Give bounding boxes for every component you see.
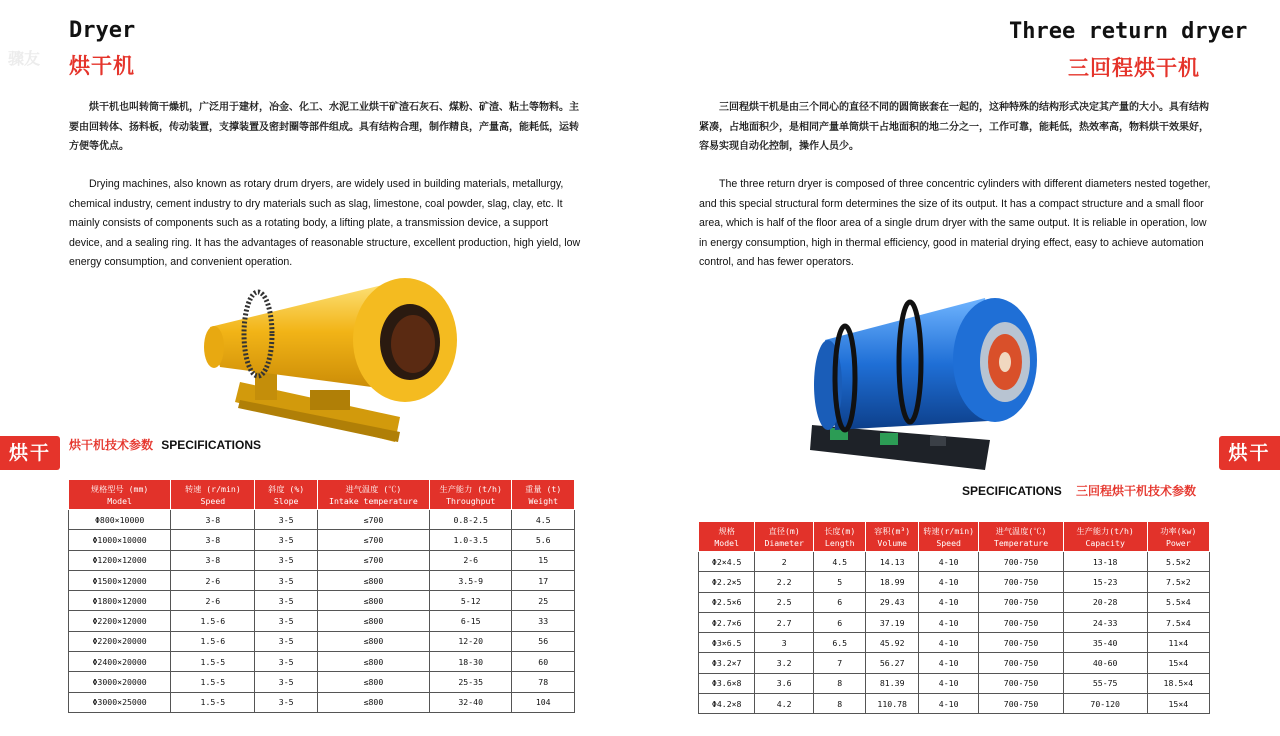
table-cell: 700-750 [979, 633, 1063, 653]
table-row [69, 652, 575, 672]
table-cell: ≤800 [317, 652, 429, 672]
right-th-diameter: 直径(m) Diameter [755, 522, 814, 552]
table-row [69, 591, 575, 611]
table-cell: 35-40 [1063, 633, 1147, 653]
left-th-speed: 转速 (r/min) Speed [171, 480, 255, 510]
table-cell: 3.6 [755, 673, 814, 693]
table-cell: Φ2.2×5 [699, 572, 755, 592]
table-cell: ≤800 [317, 692, 429, 712]
table-cell: ≤700 [317, 510, 429, 530]
table-cell: 25-35 [429, 672, 511, 692]
table-cell: 70-120 [1063, 694, 1147, 714]
table-cell: 2.2 [755, 572, 814, 592]
right-th-temperature: 进气温度(℃) Temperature [979, 522, 1063, 552]
table-cell: 2 [755, 552, 814, 572]
table-cell: 1.5-5 [171, 652, 255, 672]
table-cell: 15-23 [1063, 572, 1147, 592]
table-row [699, 612, 1210, 632]
table-cell: 3.5-9 [429, 570, 511, 590]
table-cell: 56.27 [866, 653, 918, 673]
table-cell: Φ3.2×7 [699, 653, 755, 673]
table-cell: 60 [512, 652, 575, 672]
table-cell: 5-12 [429, 591, 511, 611]
table-cell: 6.5 [813, 633, 865, 653]
table-cell: ≤700 [317, 530, 429, 550]
table-cell: 700-750 [979, 612, 1063, 632]
table-row [699, 592, 1210, 612]
table-cell: Φ3000×20000 [69, 672, 171, 692]
table-cell: 4-10 [918, 572, 978, 592]
right-th-power: 功率(kw) Power [1147, 522, 1209, 552]
table-cell: 3-8 [171, 550, 255, 570]
table-cell: ≤800 [317, 672, 429, 692]
table-cell: 3-5 [255, 530, 317, 550]
table-cell: 5 [813, 572, 865, 592]
table-cell: 2.5 [755, 592, 814, 612]
right-title-cn: 三回程烘干机 [1068, 56, 1200, 80]
table-cell: ≤800 [317, 570, 429, 590]
right-th-speed: 转速(r/min) Speed [918, 522, 978, 552]
table-cell: 110.78 [866, 694, 918, 714]
table-row [699, 552, 1210, 572]
right-spec-table [698, 521, 1210, 714]
right-title-en: Three return dryer [1009, 19, 1248, 44]
table-cell: Φ2200×20000 [69, 631, 171, 651]
table-row [69, 631, 575, 651]
left-spec-table [68, 479, 575, 713]
table-cell: 3-5 [255, 672, 317, 692]
table-cell: 700-750 [979, 653, 1063, 673]
table-cell: 1.5-6 [171, 631, 255, 651]
table-cell: Φ2.5×6 [699, 592, 755, 612]
table-cell: 37.19 [866, 612, 918, 632]
table-cell: 3-5 [255, 550, 317, 570]
left-title-en: Dryer [69, 18, 136, 43]
table-cell: Φ2400×20000 [69, 652, 171, 672]
table-cell: 0.8-2.5 [429, 510, 511, 530]
table-cell: 2.7 [755, 612, 814, 632]
table-cell: 700-750 [979, 572, 1063, 592]
table-cell: 15 [512, 550, 575, 570]
table-cell: 1.5-5 [171, 692, 255, 712]
three-return-dryer-image [800, 290, 1045, 475]
table-cell: Φ2×4.5 [699, 552, 755, 572]
table-cell: 1.0-3.5 [429, 530, 511, 550]
table-cell: 18.99 [866, 572, 918, 592]
left-th-weight: 重量 (t) Weight [512, 480, 575, 510]
table-cell: 104 [512, 692, 575, 712]
table-cell: 81.39 [866, 673, 918, 693]
table-row [699, 572, 1210, 592]
table-cell: Φ1500×12000 [69, 570, 171, 590]
right-th-volume: 容积(m³) Volume [866, 522, 918, 552]
left-spec-heading [69, 436, 261, 453]
table-cell: 25 [512, 591, 575, 611]
table-cell: 3 [755, 633, 814, 653]
left-paragraph-en: Drying machines, also known as rotary drum dryers, are widely used in building materials, metallurgy, chemical industry, cement industry to dry materials such as slag, limestone, coal powder, slag, clay, etc. It mainly consists of components such as a rotating body, a lifting plate, a transmission device, a support device, and a sealing ring. It has the advantages of reasonable structure, excellent production, high yield, low energy consumption, and convenient operation. [69, 178, 581, 268]
table-cell: ≤700 [317, 550, 429, 570]
table-cell: 29.43 [866, 592, 918, 612]
table-cell: Φ1000×10000 [69, 530, 171, 550]
table-cell: 4-10 [918, 612, 978, 632]
table-cell: 15×4 [1147, 694, 1209, 714]
table-cell: 5.6 [512, 530, 575, 550]
left-paragraph-cn: 烘干机也叫转筒干燥机，广泛用于建材，冶金、化工、水泥工业烘干矿渣石灰石、煤粉、矿渣、粘土等物料。主要由回转体、扬料板，传动装置，支撑装置及密封圈等部件组成。具有结构合理，制作精良，产量高，能耗低，运转方便等优点。 [69, 102, 579, 152]
table-cell: 18-30 [429, 652, 511, 672]
right-th-length: 长度(m) Length [813, 522, 865, 552]
table-cell: 700-750 [979, 673, 1063, 693]
rotary-dryer-image [200, 272, 465, 457]
table-cell: 6 [813, 612, 865, 632]
table-cell: 4-10 [918, 653, 978, 673]
table-row [699, 694, 1210, 714]
left-side-tab: 烘干 [0, 436, 60, 470]
table-cell: 3-8 [171, 510, 255, 530]
right-th-capacity: 生产能力(t/h) Capacity [1063, 522, 1147, 552]
right-spec-en: SPECIFICATIONS [962, 484, 1062, 498]
table-cell: 45.92 [866, 633, 918, 653]
table-cell: 4.5 [512, 510, 575, 530]
table-cell: 32-40 [429, 692, 511, 712]
table-cell: 4-10 [918, 694, 978, 714]
table-cell: 700-750 [979, 592, 1063, 612]
table-cell: 20-28 [1063, 592, 1147, 612]
table-cell: 3-5 [255, 631, 317, 651]
table-cell: 3.2 [755, 653, 814, 673]
table-cell: 3-8 [171, 530, 255, 550]
table-cell: 2-6 [171, 570, 255, 590]
table-cell: 2-6 [429, 550, 511, 570]
table-row [69, 692, 575, 712]
left-th-throughput: 生产能力 (t/h) Throughput [429, 480, 511, 510]
table-cell: 13-18 [1063, 552, 1147, 572]
left-th-slope: 斜度 (%) Slope [255, 480, 317, 510]
table-cell: Φ1800×12000 [69, 591, 171, 611]
left-spec-en: SPECIFICATIONS [161, 438, 261, 452]
table-cell: Φ3.6×8 [699, 673, 755, 693]
table-cell: 4-10 [918, 633, 978, 653]
table-cell: 6-15 [429, 611, 511, 631]
table-cell: 3-5 [255, 652, 317, 672]
table-cell: 8 [813, 673, 865, 693]
table-cell: 24-33 [1063, 612, 1147, 632]
right-spec-cn: 三回程烘干机技术参数 [1075, 484, 1196, 498]
table-row [699, 633, 1210, 653]
table-cell: 78 [512, 672, 575, 692]
table-cell: Φ1200×12000 [69, 550, 171, 570]
table-cell: 33 [512, 611, 575, 631]
table-cell: 3-5 [255, 570, 317, 590]
table-cell: Φ3×6.5 [699, 633, 755, 653]
right-th-model: 规格 Model [699, 522, 755, 552]
table-cell: Φ3000×25000 [69, 692, 171, 712]
table-cell: 7.5×2 [1147, 572, 1209, 592]
table-cell: 700-750 [979, 694, 1063, 714]
table-row [69, 530, 575, 550]
table-cell: 6 [813, 592, 865, 612]
table-cell: 18.5×4 [1147, 673, 1209, 693]
left-th-temperature: 进气温度 (℃) Intake temperature [317, 480, 429, 510]
table-cell: 1.5-5 [171, 672, 255, 692]
table-cell: 56 [512, 631, 575, 651]
table-row [69, 611, 575, 631]
table-cell: 55-75 [1063, 673, 1147, 693]
table-cell: 8 [813, 694, 865, 714]
table-cell: 17 [512, 570, 575, 590]
left-spec-cn: 烘干机技术参数 [69, 438, 154, 452]
table-cell: Φ4.2×8 [699, 694, 755, 714]
table-cell: 3-5 [255, 591, 317, 611]
table-cell: 5.5×4 [1147, 592, 1209, 612]
table-cell: 4.2 [755, 694, 814, 714]
table-row [699, 653, 1210, 673]
table-cell: ≤800 [317, 631, 429, 651]
table-cell: 15×4 [1147, 653, 1209, 673]
table-cell: ≤800 [317, 591, 429, 611]
table-cell: ≤800 [317, 611, 429, 631]
right-side-tab: 烘干 [1219, 436, 1280, 470]
table-cell: 11×4 [1147, 633, 1209, 653]
table-row [69, 550, 575, 570]
table-cell: 3-5 [255, 611, 317, 631]
table-cell: Φ800×10000 [69, 510, 171, 530]
table-row [69, 570, 575, 590]
watermark: 骤友 [8, 49, 41, 68]
table-cell: Φ2200×12000 [69, 611, 171, 631]
table-row [69, 672, 575, 692]
right-paragraph-en: The three return dryer is composed of three concentric cylinders with different diameters nested together, and this special structural form determines the size of its output. It has a compact structure and a small floor area, which is half of the floor area of a single drum dryer with the same output. It is reliable in operation, low in energy consumption, high in thermal efficiency, good in material drying effect, easy to achieve automation control, and has fewer operators. [699, 178, 1211, 268]
table-cell: 4.5 [813, 552, 865, 572]
table-cell: 40-60 [1063, 653, 1147, 673]
table-cell: 2-6 [171, 591, 255, 611]
table-cell: 7 [813, 653, 865, 673]
table-cell: 12-20 [429, 631, 511, 651]
table-cell: 4-10 [918, 552, 978, 572]
table-cell: 700-750 [979, 552, 1063, 572]
table-cell: 7.5×4 [1147, 612, 1209, 632]
left-th-model: 规格型号 (mm) Model [69, 480, 171, 510]
table-cell: 14.13 [866, 552, 918, 572]
right-spec-heading [962, 482, 1196, 499]
table-cell: Φ2.7×6 [699, 612, 755, 632]
table-cell: 1.5-6 [171, 611, 255, 631]
table-cell: 4-10 [918, 592, 978, 612]
table-row [69, 510, 575, 530]
table-cell: 5.5×2 [1147, 552, 1209, 572]
table-cell: 4-10 [918, 673, 978, 693]
table-cell: 3-5 [255, 510, 317, 530]
table-cell: 3-5 [255, 692, 317, 712]
left-title-cn: 烘干机 [69, 54, 135, 78]
right-paragraph-cn: 三回程烘干机是由三个同心的直径不同的圆筒嵌套在一起的，这种特殊的结构形式决定其产量的大小。具有结构紧凑，占地面积少，是相同产量单筒烘干占地面积的地二分之一，工作可靠，能耗低，热效率高，物料烘干效果好，容易实现自动化控制，操作人员少。 [699, 102, 1209, 152]
table-row [699, 673, 1210, 693]
